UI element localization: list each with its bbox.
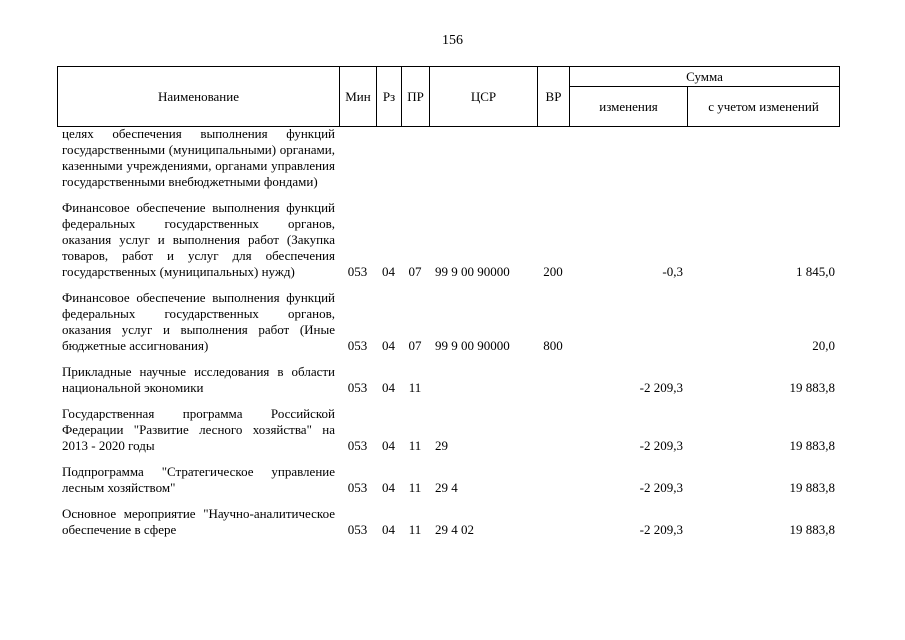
cell-name: Финансовое обеспечение выполнения функций федеральных государственных органов, оказания услуг и выполнения работ (Иные бюджетные ассигнования)	[62, 290, 335, 353]
cell-vr: 200	[543, 264, 563, 279]
cell-total: 1 845,0	[796, 264, 835, 279]
header-vr: ВР	[538, 67, 570, 127]
cell-vr: 800	[543, 338, 563, 353]
cell-changes: -2 209,3	[639, 438, 683, 453]
cell-name: целях обеспечения выполнения функций государственными (муниципальными) органами, казенными учреждениями, органами управления государственными внебюджетными фондами)	[62, 126, 335, 189]
cell-changes: -2 209,3	[639, 380, 683, 395]
cell-pr	[401, 126, 429, 200]
table-row	[57, 364, 839, 406]
header-sum: Сумма	[570, 67, 840, 87]
cell-rz: 04	[382, 264, 395, 279]
cell-pr: 11	[408, 380, 422, 395]
cell-pr: 07	[408, 338, 422, 353]
header-csr: ЦСР	[430, 67, 538, 127]
cell-csr: 29 4 02	[435, 522, 474, 537]
cell-changes: -2 209,3	[639, 522, 683, 537]
cell-total: 20,0	[812, 338, 835, 353]
cell-pr: 07	[408, 264, 422, 279]
cell-rz: 04	[382, 480, 395, 495]
cell-csr: 99 9 00 90000	[435, 338, 510, 353]
cell-min: 053	[347, 264, 368, 279]
cell-min: 053	[347, 522, 368, 537]
cell-vr	[537, 506, 569, 548]
cell-total: 19 883,8	[789, 438, 835, 453]
page-number: 156	[442, 33, 463, 48]
cell-total: 19 883,8	[789, 380, 835, 395]
cell-csr	[429, 364, 537, 406]
table-body	[57, 126, 839, 548]
cell-total: 19 883,8	[789, 480, 835, 495]
cell-changes	[569, 126, 687, 200]
cell-pr: 11	[408, 480, 422, 495]
cell-csr	[429, 126, 537, 200]
cell-rz: 04	[382, 522, 395, 537]
cell-changes: -2 209,3	[639, 480, 683, 495]
cell-pr: 11	[408, 438, 422, 453]
table-row	[57, 126, 839, 200]
cell-total	[687, 126, 839, 200]
header-with-changes: с учетом изменений	[688, 87, 840, 127]
header-pr: ПР	[402, 67, 430, 127]
cell-total: 19 883,8	[789, 522, 835, 537]
cell-min: 053	[347, 480, 368, 495]
cell-vr	[537, 406, 569, 464]
table-row	[57, 200, 839, 290]
cell-csr: 29	[435, 438, 448, 453]
header-changes: изменения	[570, 87, 688, 127]
cell-vr	[537, 126, 569, 200]
cell-csr: 29 4	[435, 480, 458, 495]
table-row	[57, 464, 839, 506]
cell-min: 053	[347, 338, 368, 353]
table-header	[57, 66, 840, 127]
cell-min: 053	[347, 380, 368, 395]
cell-pr: 11	[408, 522, 422, 537]
cell-changes	[569, 290, 687, 364]
cell-rz	[376, 126, 401, 200]
table-row	[57, 406, 839, 464]
header-rz: Рз	[377, 67, 402, 127]
cell-name: Основное мероприятие "Научно-аналитическое обеспечение в сфере	[62, 506, 335, 537]
cell-min: 053	[347, 438, 368, 453]
cell-name: Финансовое обеспечение выполнения функций федеральных государственных органов, оказания услуг и выполнения работ (Закупка товаров, работ и услуг для обеспечения государственных (муниципальных) нужд)	[62, 200, 335, 279]
header-min: Мин	[340, 67, 377, 127]
cell-vr	[537, 364, 569, 406]
cell-rz: 04	[382, 380, 395, 395]
cell-name: Государственная программа Российской Федерации "Развитие лесного хозяйства" на 2013 - 2020 годы	[62, 406, 335, 453]
cell-vr	[537, 464, 569, 506]
cell-changes: -0,3	[662, 264, 683, 279]
cell-rz: 04	[382, 338, 395, 353]
cell-min	[339, 126, 376, 200]
header-name: Наименование	[58, 67, 340, 127]
cell-rz: 04	[382, 438, 395, 453]
table-row	[57, 290, 839, 364]
cell-name: Прикладные научные исследования в области национальной экономики	[62, 364, 335, 395]
cell-name: Подпрограмма "Стратегическое управление лесным хозяйством"	[62, 464, 335, 495]
cell-csr: 99 9 00 90000	[435, 264, 510, 279]
table-row	[57, 506, 839, 548]
